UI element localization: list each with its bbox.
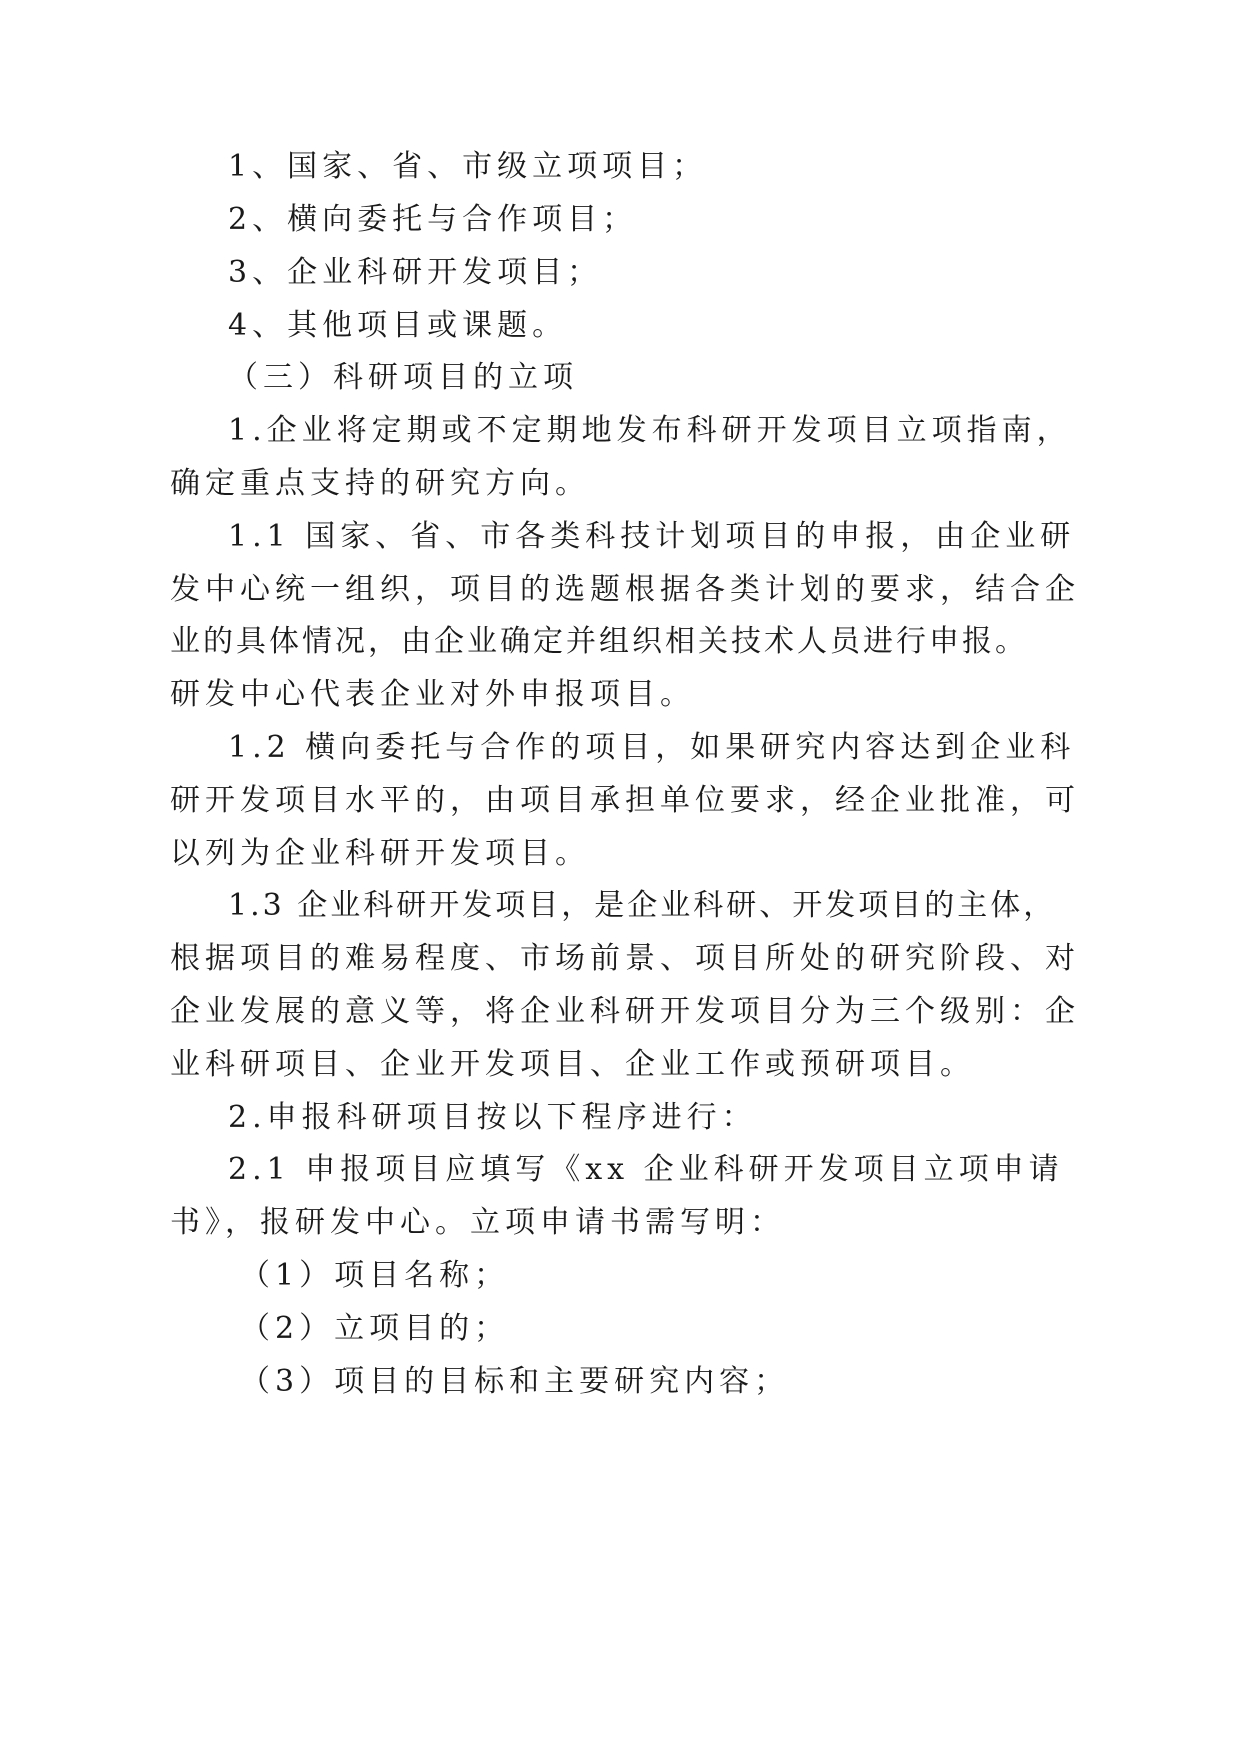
paragraph-line: 发中心统一组织，项目的选题根据各类计划的要求，结合企 (170, 572, 1080, 607)
paragraph-line: 确定重点支持的研究方向。 (170, 466, 590, 501)
paragraph-line: 2.1 申报项目应填写《xx 企业科研开发项目立项申请 (228, 1152, 1064, 1187)
paragraph-line: 1.企业将定期或不定期地发布科研开发项目立项指南， (228, 413, 1072, 448)
paragraph-line: 研发中心代表企业对外申报项目。 (170, 677, 695, 712)
paragraph-line: 研开发项目水平的，由项目承担单位要求，经企业批准，可 (170, 783, 1080, 818)
paragraph-line: 根据项目的难易程度、市场前景、项目所处的研究阶段、对 (170, 941, 1080, 976)
list-item-3: 3、企业科研开发项目； (228, 255, 603, 290)
section-heading: （三）科研项目的立项 (228, 360, 578, 395)
paragraph-line: 以列为企业科研开发项目。 (170, 836, 590, 871)
sub-list-item: （2）立项目的； (240, 1311, 510, 1346)
paragraph-line: 业的具体情况，由企业确定并组织相关技术人员进行申报。 (170, 624, 1028, 659)
paragraph-line: 2.申报科研项目按以下程序进行： (228, 1100, 757, 1135)
sub-list-item: （3）项目的目标和主要研究内容； (240, 1364, 790, 1399)
paragraph-line: 企业发展的意义等，将企业科研开发项目分为三个级别：企 (170, 994, 1080, 1029)
paragraph-line: 书》，报研发中心。立项申请书需写明： (170, 1205, 785, 1240)
list-item-4: 4、其他项目或课题。 (228, 308, 568, 343)
paragraph-line: 1.1 国家、省、市各类科技计划项目的申报，由企业研 (228, 519, 1076, 554)
paragraph-line: 1.3 企业科研开发项目，是企业科研、开发项目的主体， (228, 888, 1057, 923)
list-item-1: 1、国家、省、市级立项项目； (228, 149, 708, 184)
paragraph-line: 业科研项目、企业开发项目、企业工作或预研项目。 (170, 1047, 975, 1082)
paragraph-line: 1.2 横向委托与合作的项目，如果研究内容达到企业科 (228, 730, 1076, 765)
sub-list-item: （1）项目名称； (240, 1258, 510, 1293)
list-item-2: 2、横向委托与合作项目； (228, 202, 638, 237)
